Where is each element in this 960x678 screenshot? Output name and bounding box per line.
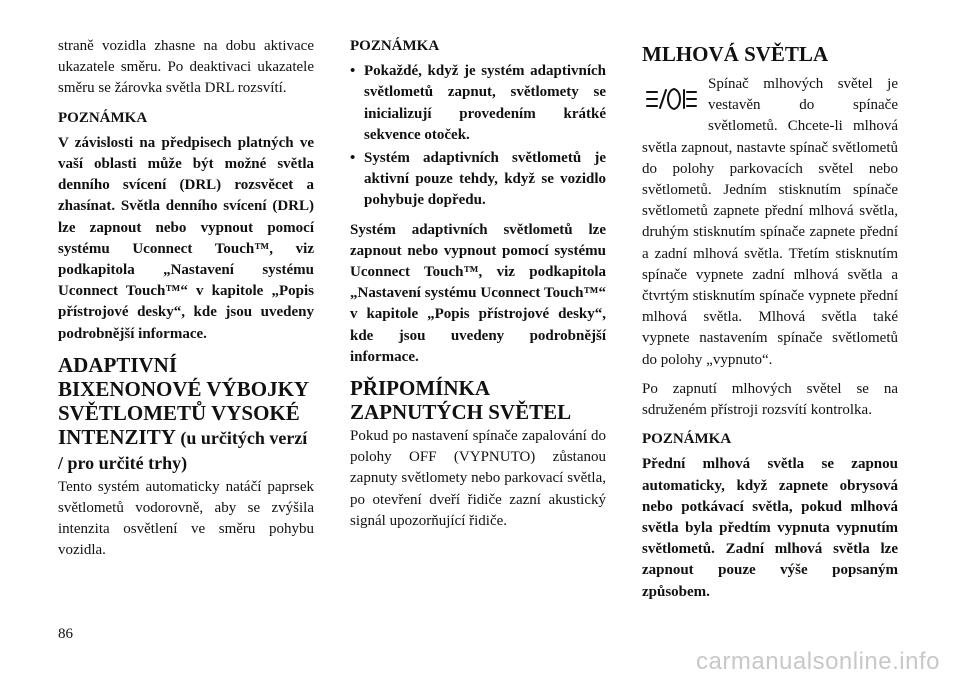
fog-lights-indicator-text: Po zapnutí mlhových světel se na sdruženém přístroji rozsvítí kontrolka. (642, 380, 898, 419)
note-label: POZNÁMKA (350, 38, 440, 54)
note-text: V závislosti na předpisech platných ve vaší oblasti může být možné světla denního svícení (DRL) rozsvěcet a zhasínat. Světla denního svícení (DRL) lze zapnout nebo vypnout pomocí systému Uconnect Touch™, viz podkapitola „Nastavení systému Uconnect Touch™“ v kapitole „Popis přístrojové desky“, kde jsou uvedeny podrobnější informace. (58, 134, 314, 342)
section-heading-light-reminder: PŘIPOMÍNKA ZAPNUTÝCH SVĚTEL (350, 376, 572, 425)
adaptive-lights-body: Tento systém automaticky natáčí paprsek světlometů vodorovně, aby se zvýšila intenzita osvětlení ve směru pohybu vozidla. (58, 478, 314, 559)
fog-lights-body: Spínač mlhových světel je vestavěn do spínače světlometů. Chcete-li mlhová světla zapnout, nastavte spínač světlometů do polohy parkovacích světel nebo světlometů. Jedním stisknutím spínače světlometů zapnete přední mlhová světla, druhým stisknutím spínače zapnete přední a zadní mlhová světla. Třetím stisknutím spínače vypnete zadní mlhová světla a čtvrtým stisknutím spínače vypnete přední mlhová světla. Mlhová světla také vypnete nastavením spínače světlometů do polohy „vypnuto“. (642, 76, 898, 368)
column-right (642, 36, 898, 611)
page-number: 86 (58, 626, 73, 642)
list-item: • Systém adaptivních světlometů je aktivní pouze tehdy, když se vozidlo pohybuje dopředu. (350, 148, 606, 212)
list-item: • Pokaždé, když je systém adaptivních světlometů zapnut, světlomety se inicializují provedením krátké sekvence otoček. (350, 61, 606, 146)
note-text: Přední mlhová světla se zapnou automaticky, když zapnete obrysová nebo potkávací světla, pokud mlhová světla byla předtím vypnuta vypnutím světlometů. Zadní mlhová světla lze zapnout pouze výše popsaným způsobem. (642, 456, 898, 600)
fog-lamp-icon (642, 74, 700, 124)
section-heading-fog-lights: MLHOVÁ SVĚTLA (642, 42, 829, 66)
intro-paragraph: straně vozidla zhasne na dobu aktivace ukazatele směru. Po deaktivaci ukazatele směru se žárovka světla DRL rozsvítí. (58, 38, 314, 97)
note-label: POZNÁMKA (58, 109, 148, 126)
watermark: carmanualsonline.info (696, 648, 940, 675)
section-heading-adaptive-lights (58, 353, 314, 475)
light-reminder-body: Pokud po nastavení spínače zapalování do polohy OFF (VYPNUTO) zůstanou zapnuty světlomety nebo parkovací světla, po otevření dveří řidiče zazní akustický signál upozorňující řidiče. (350, 428, 606, 529)
column-middle (350, 36, 606, 540)
note-text: Systém adaptivních světlometů lze zapnout nebo vypnout pomocí systému Uconnect Touch™, viz podkapitola „Nastavení systému Uconnect Touch™“ v kapitole „Popis přístrojové desky“, kde jsou uvedeny podrobnější informace. (350, 221, 606, 365)
heading-main: ADAPTIVNÍ BIXENONOVÉ VÝBOJKY SVĚTLOMETŮ VYSOKÉ INTENZITY (58, 352, 309, 449)
heading-sub: (u určitých verzí / pro určité trhy) (58, 427, 308, 473)
note-bullets (350, 61, 606, 211)
column-left (58, 36, 314, 570)
note-label: POZNÁMKA (642, 431, 732, 448)
